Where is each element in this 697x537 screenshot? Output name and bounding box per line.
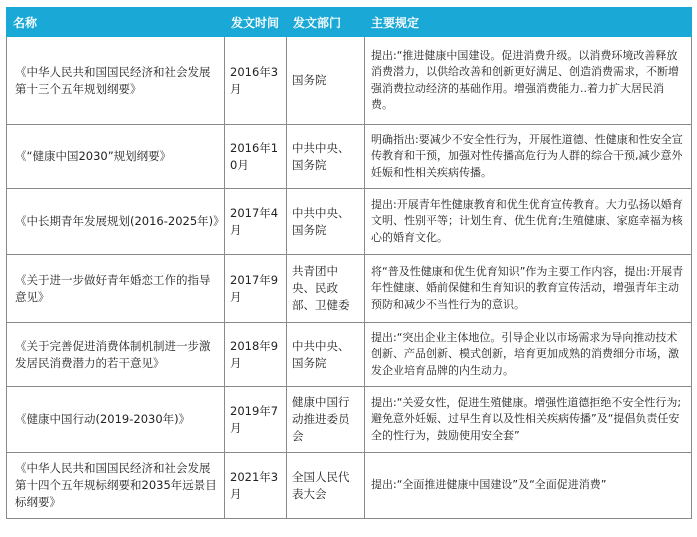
row-detail: 提出:“推进健康中国建设。促进消费升级。以消费环境改善释放消费潜力，以供给改善和创新更好满足、创造消费需求，不断增强消费拉动经济的基础作用。增强消费能力..着力扩大居民消费。 (365, 37, 692, 125)
row-detail: 提出:开展青年性健康教育和优生优育宣传教育。大力弘扬以婚育文明、性别平等；计划生育、优生优育;生殖健康、家庭幸福为核心的婚育文化。 (365, 189, 692, 255)
policy-table (6, 7, 692, 519)
row-date: 2018年9月 (225, 323, 287, 387)
row-detail: 提出:“突出企业主体地位。引导企业以市场需求为导向推动技术创新、产品创新、模式创新，培育更加成熟的消费细分市场，激发企业培育品牌的内生动力。 (365, 323, 692, 387)
table-row (7, 255, 692, 323)
row-detail: 将“普及性健康和优生优育知识”作为主要工作内容，提出:开展青年性健康、婚前保健和生育知识的教育宣传活动，增强青年主动预防和减少不当性行为的意识。 (365, 255, 692, 323)
row-dept: 中共中央、国务院 (287, 125, 365, 189)
header-detail: 主要规定 (365, 8, 692, 37)
table-row (7, 387, 692, 453)
row-name: 《健康中国行动(2019-2030年)》 (7, 387, 225, 453)
row-dept: 共青团中央、民政部、卫健委 (287, 255, 365, 323)
table-row (7, 37, 692, 125)
table-row (7, 453, 692, 519)
row-name: 《中华人民共和国国民经济和社会发展第十四个五年规标纲要和2035年远景目标纲要》 (7, 453, 225, 519)
row-name: 《关于进一步做好青年婚恋工作的指导意见》 (7, 255, 225, 323)
table-row (7, 323, 692, 387)
row-detail: 明确指出:要减少不安全性行为，开展性道德、性健康和性安全宣传教育和干预，加强对性传播高危行为人群的综合干预,减少意外妊娠和性相关疾病传播。 (365, 125, 692, 189)
row-date: 2017年4月 (225, 189, 287, 255)
row-detail: 提出:“关爱女性，促进生殖健康。增强性道德拒绝不安全性行为;避免意外妊娠、过早生育以及性相关疾病传播”及“提倡负责任安全的性行为，鼓励使用安全套” (365, 387, 692, 453)
row-dept: 健康中国行动推进委员会 (287, 387, 365, 453)
header-row (7, 8, 692, 37)
row-dept: 中共中央、国务院 (287, 189, 365, 255)
row-name: 《中华人民共和国国民经济和社会发展第十三个五年规划纲要》 (7, 37, 225, 125)
header-name: 名称 (7, 8, 225, 37)
row-date: 2019年7月 (225, 387, 287, 453)
table-row (7, 125, 692, 189)
header-dept: 发文部门 (287, 8, 365, 37)
table-row (7, 189, 692, 255)
row-date: 2016年3月 (225, 37, 287, 125)
row-name: 《中长期青年发展规划(2016-2025年)》 (7, 189, 225, 255)
row-detail: 提出:“全面推进健康中国建设”及“全面促进消费” (365, 453, 692, 519)
row-date: 2016年10月 (225, 125, 287, 189)
row-dept: 国务院 (287, 37, 365, 125)
row-date: 2021年3月 (225, 453, 287, 519)
row-name: 《关于完善促进消费体制机制进一步激发居民消费潜力的若干意见》 (7, 323, 225, 387)
row-name: 《“健康中国2030”规划纲要》 (7, 125, 225, 189)
row-dept: 中共中央、国务院 (287, 323, 365, 387)
row-dept: 全国人民代表大会 (287, 453, 365, 519)
row-date: 2017年9月 (225, 255, 287, 323)
header-date: 发文时间 (225, 8, 287, 37)
